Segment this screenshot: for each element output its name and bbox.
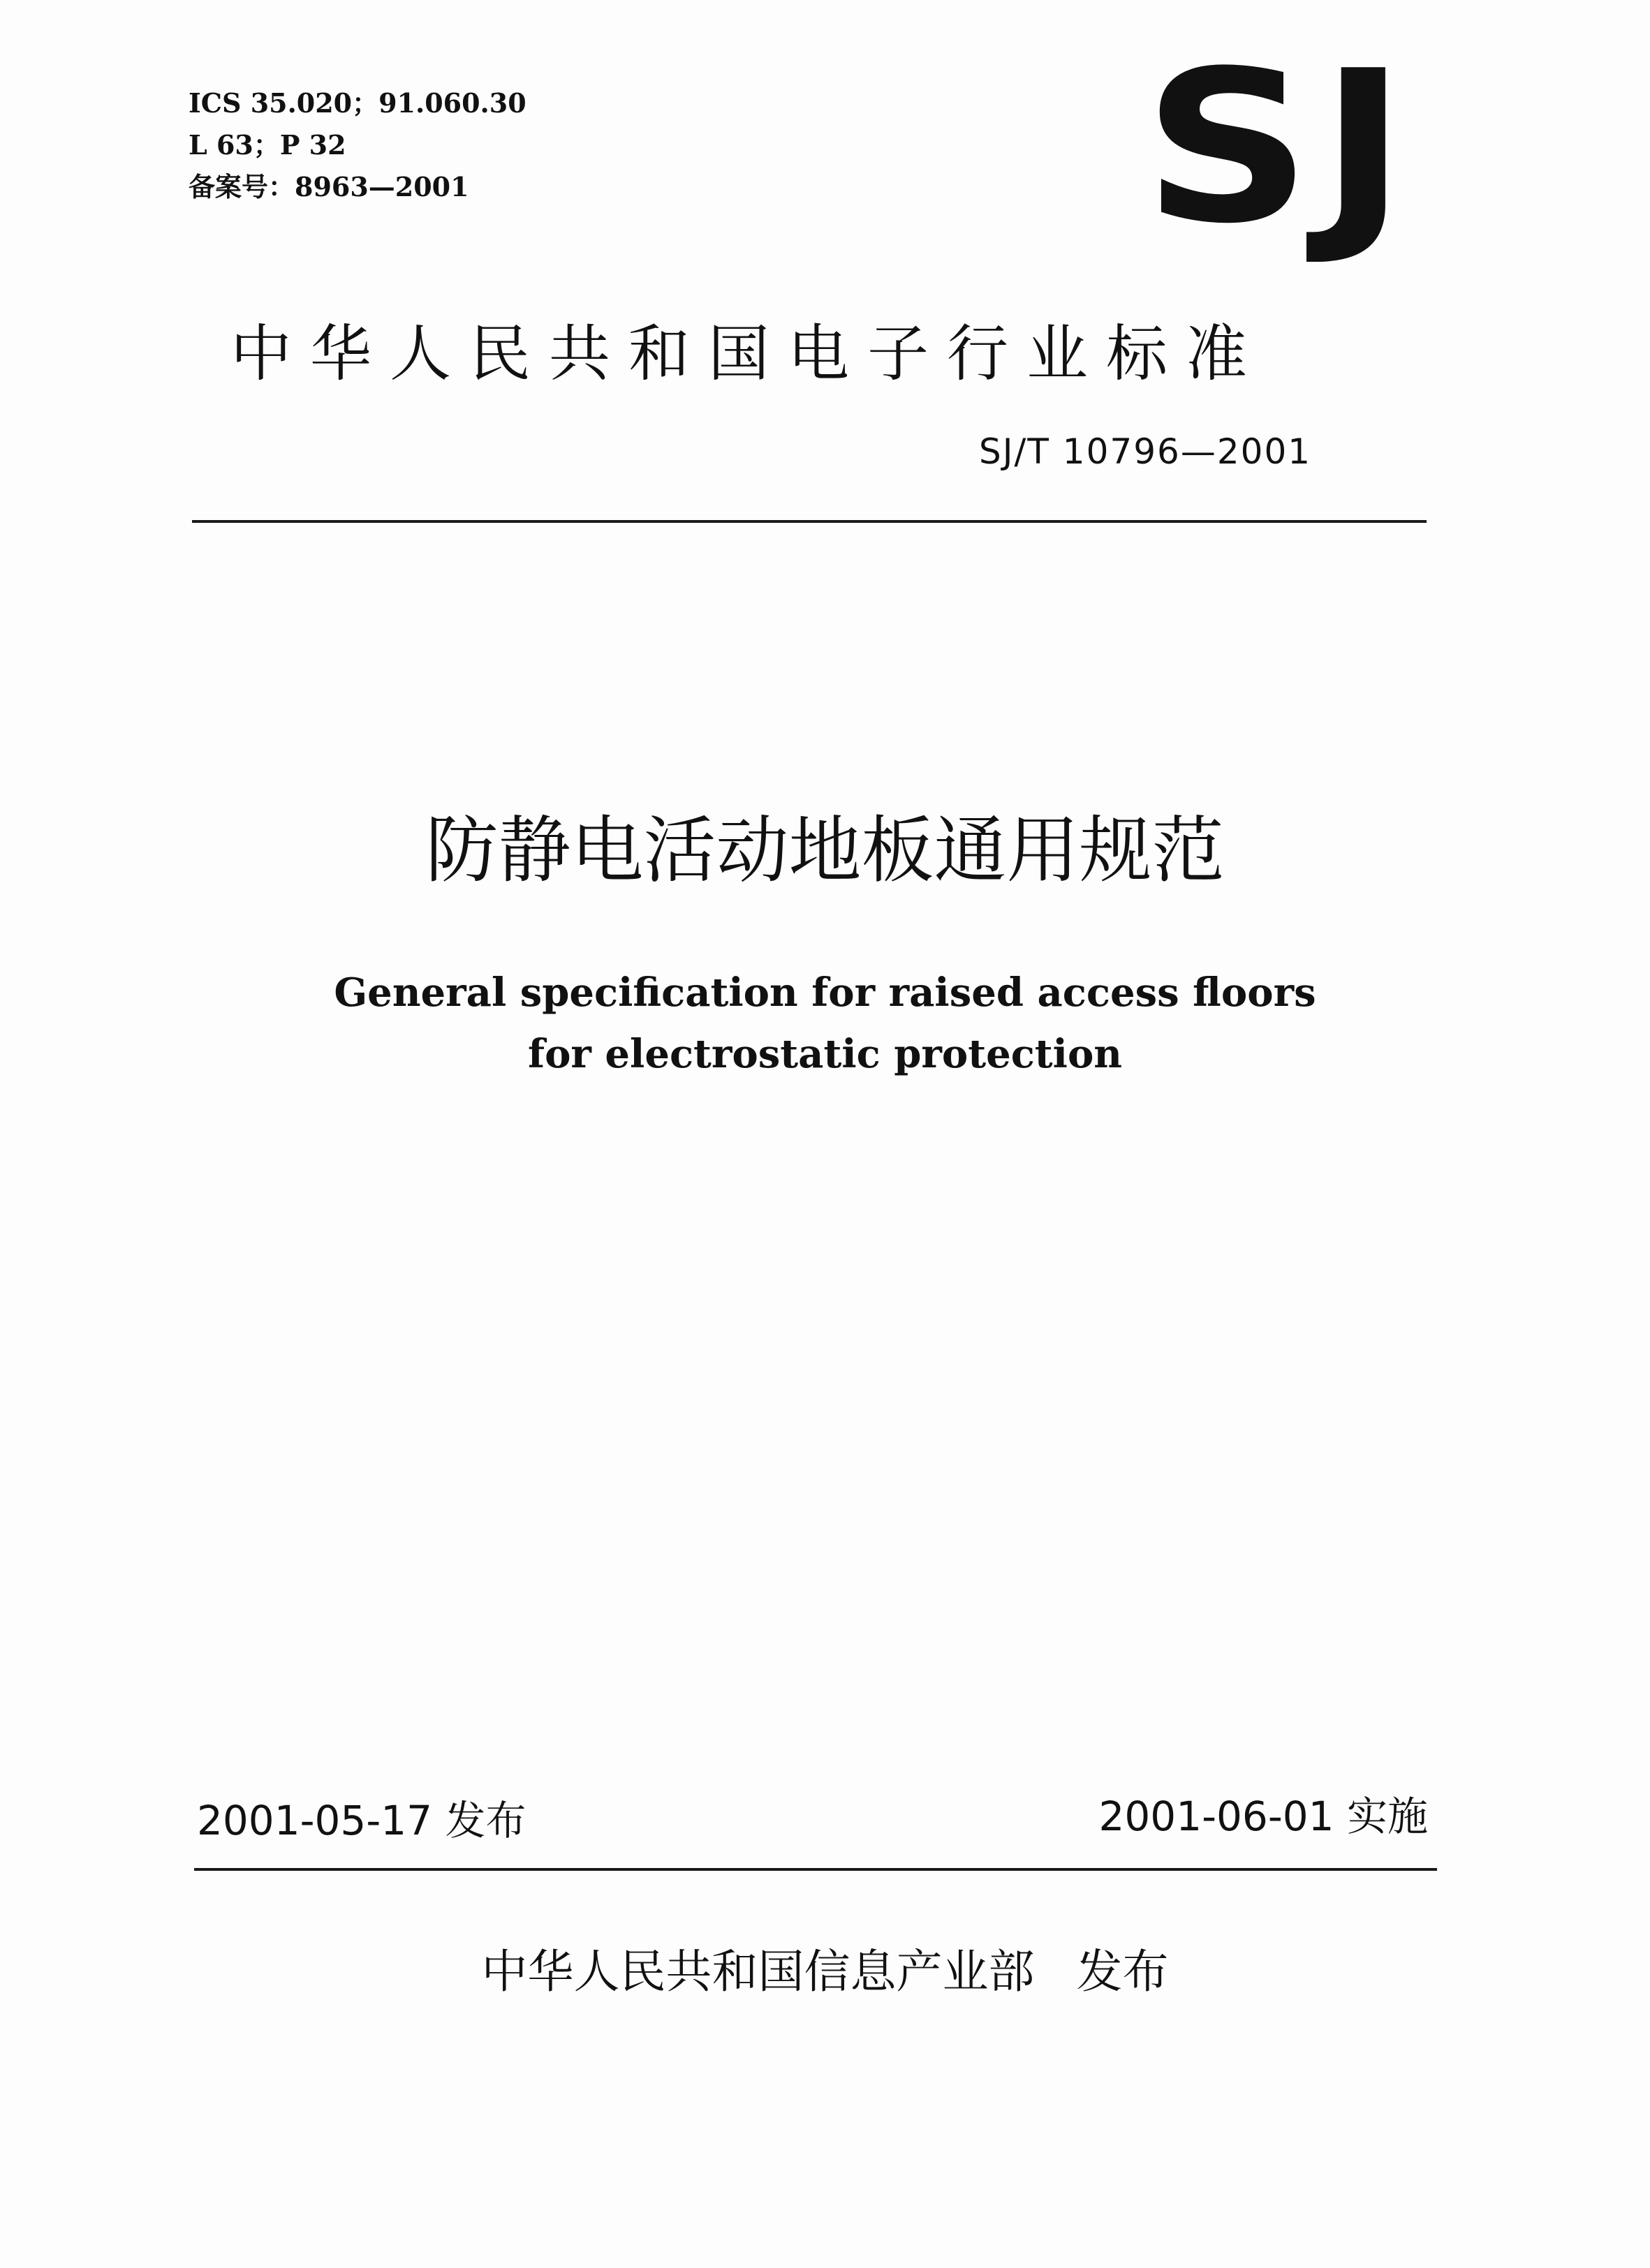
document-title-chinese: 防静电活动地板通用规范 bbox=[425, 808, 1225, 893]
bottom-divider bbox=[194, 1868, 1437, 1871]
sj-logo: SJ bbox=[1142, 26, 1415, 269]
document-title-english bbox=[0, 962, 1650, 1085]
standard-number: SJ/T 10796—2001 bbox=[979, 431, 1312, 472]
publisher-name: 中华人民共和国信息产业部 bbox=[481, 1945, 1035, 1999]
filing-number: 备案号：8963—2001 bbox=[189, 171, 469, 202]
issue-date: 2001-05-17 发布 bbox=[197, 1797, 526, 1844]
publisher-action: 发布 bbox=[1076, 1945, 1169, 1999]
industry-standard-title: 中华人民共和国电子行业标准 bbox=[230, 318, 1266, 390]
top-divider bbox=[192, 520, 1427, 523]
publisher-line bbox=[0, 1941, 1650, 2003]
english-title-line-2: for electrostatic protection bbox=[527, 1031, 1123, 1077]
ics-code: ICS 35.020；91.060.30 bbox=[189, 87, 526, 119]
ccs-code: L 63；P 32 bbox=[189, 129, 346, 161]
implementation-date: 2001-06-01 实施 bbox=[1098, 1793, 1428, 1840]
classification-codes bbox=[189, 82, 526, 208]
english-title-line-1: General specification for raised access floors bbox=[334, 970, 1316, 1016]
